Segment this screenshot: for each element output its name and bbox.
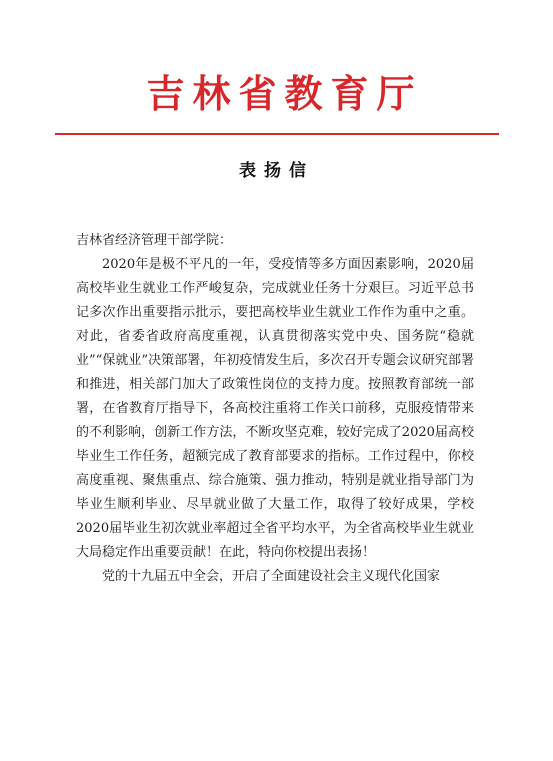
letter-body: [76, 229, 474, 589]
letterhead-red-rule: [55, 133, 499, 135]
salutation: 吉林省经济管理干部学院：: [76, 233, 233, 248]
letterhead-org-name: 吉林省教育厅: [146, 71, 423, 116]
document-title: 表扬信: [239, 161, 314, 181]
body-paragraph-1: 2020年是极不平凡的一年，受疫情等多方面因素影响，2020届高校毕业生就业工作严峻复杂，完成就业任务十分艰巨。习近平总书记多次作出重要指示批示，要把高校毕业生就业工作作为重中之重。对此，省委省政府高度重视，认真贯彻落实党中央、国务院“稳就业”“保就业”决策部署，年初疫情发生后，多次召开专题会议研究部署和推进，相关部门加大了政策性岗位的支持力度。按照教育部统一部署，在省教育厅指导下，各高校注重将工作关口前移，克服疫情带来的不利影响，创新工作方法，不断攻坚克难，较好完成了2020届高校毕业生工作任务，超额完成了教育部要求的指标。工作过程中，你校高度重视、聚焦重点、综合施策、强力推动，特别是就业指导部门为毕业生顺利毕业、尽早就业做了大量工作，取得了较好成果，学校2020届毕业生初次就业率超过全省平均水平，为全省高校毕业生就业大局稳定作出重要贡献！在此，特向你校提出表扬！: [76, 257, 474, 560]
body-paragraph-2: 党的十九届五中全会，开启了全面建设社会主义现代化国家: [102, 569, 441, 584]
